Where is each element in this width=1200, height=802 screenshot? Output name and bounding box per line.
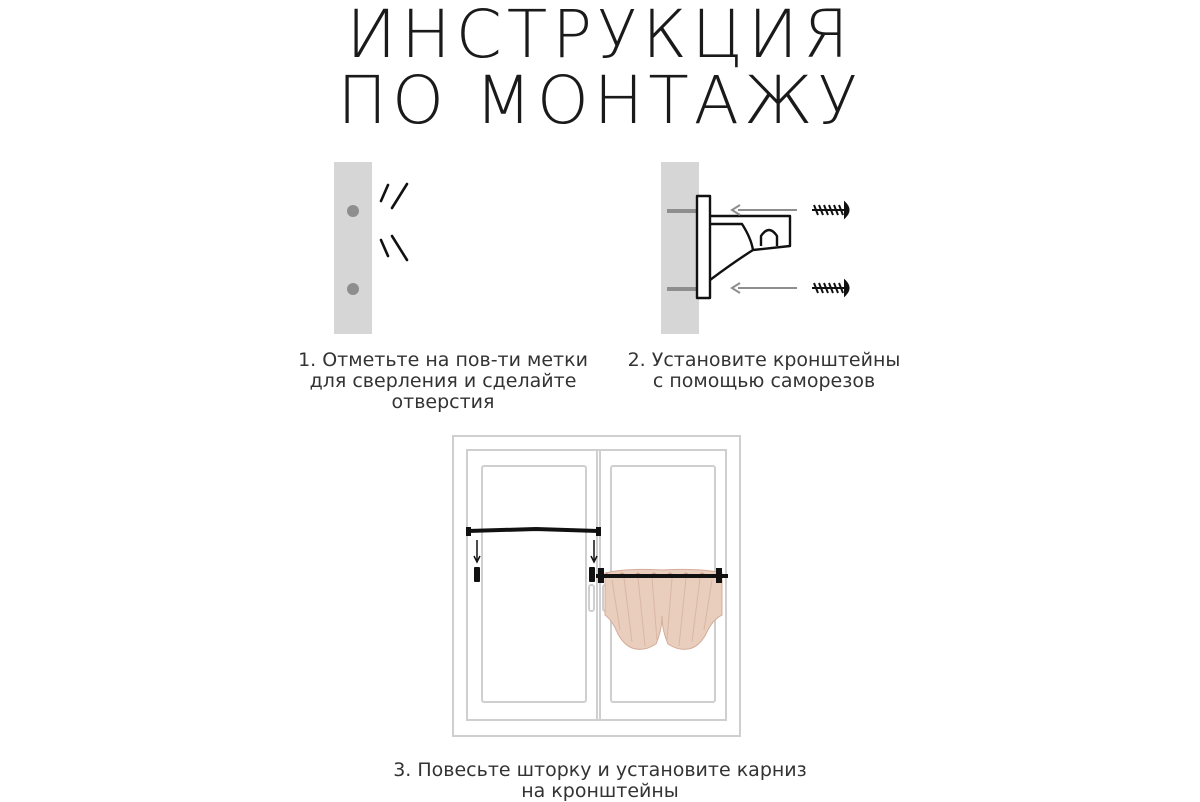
spark-lines-top-icon bbox=[381, 184, 407, 208]
screw-bottom-icon bbox=[812, 281, 849, 295]
bracket-icon bbox=[697, 196, 790, 298]
bracket-right-mark bbox=[589, 567, 595, 582]
drill-mark-bottom bbox=[347, 283, 359, 295]
spark-lines-bottom-icon bbox=[381, 236, 407, 260]
wall-panel-2 bbox=[661, 162, 699, 334]
step3-illustration bbox=[453, 436, 740, 736]
step2-caption bbox=[606, 350, 922, 392]
arrow-down-left-icon bbox=[474, 540, 480, 562]
screw-top-icon bbox=[812, 203, 849, 217]
step1-caption bbox=[280, 350, 606, 413]
arrow-left-top-icon bbox=[732, 205, 797, 215]
step1-caption-line-3: отверстия bbox=[391, 391, 495, 413]
page-title-line-2: ПО МОНТАЖУ bbox=[337, 62, 863, 139]
arrow-left-bottom-icon bbox=[732, 283, 797, 293]
bracket-left-mark bbox=[474, 567, 480, 582]
step2-illustration bbox=[661, 162, 849, 334]
page-title-line-1: ИНСТРУКЦИЯ bbox=[346, 0, 854, 73]
step3-caption-line-1: 3. Повесьте шторку и установите карниз bbox=[393, 759, 807, 781]
step2-caption-line-2: с помощью саморезов bbox=[652, 370, 876, 392]
valance-curtain-icon bbox=[605, 569, 722, 649]
step3-caption bbox=[330, 760, 870, 802]
wall-panel-1 bbox=[334, 162, 372, 334]
step1-caption-line-2: для сверления и сделайте bbox=[309, 370, 577, 392]
drill-mark-top bbox=[347, 205, 359, 217]
step2-caption-line-1: 2. Установите кронштейны bbox=[627, 349, 901, 371]
curtain-rod-lifted-icon bbox=[466, 527, 601, 536]
step1-illustration bbox=[334, 162, 407, 334]
step1-caption-line-1: 1. Отметьте на пов-ти метки bbox=[298, 349, 588, 371]
step3-caption-line-2: на кронштейны bbox=[521, 780, 679, 802]
